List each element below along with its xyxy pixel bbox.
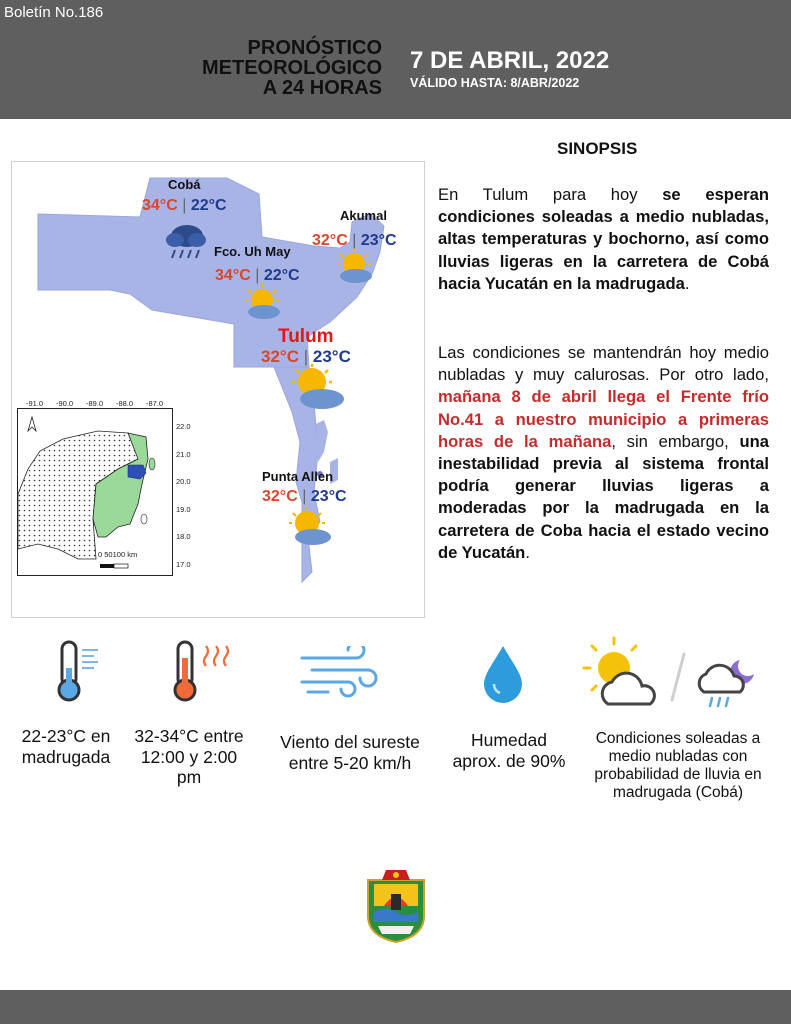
temp-low: 22°C xyxy=(263,267,300,284)
temp-low: 22°C xyxy=(190,197,227,214)
header-bar xyxy=(0,0,791,119)
humidity-caption: Humedad aprox. de 90% xyxy=(452,730,566,771)
location-name: Akumal xyxy=(340,208,387,223)
lon-tick: -89.0 xyxy=(86,399,104,408)
conditions-caption: Condiciones soleadas a medio nubladas con probabilidad de lluvia en madrugada (Cobá) xyxy=(594,730,762,801)
title-line: A 24 HORAS xyxy=(262,77,382,99)
location-name: Tulum xyxy=(278,326,334,347)
temp-separator: | xyxy=(302,488,307,505)
temp-low: 23°C xyxy=(310,488,347,505)
temp-separator: | xyxy=(303,347,309,366)
temp-high: 32°C xyxy=(261,347,299,366)
location-punta-allen xyxy=(262,469,333,484)
lat-tick: 22.0 xyxy=(176,422,191,431)
footer-bar xyxy=(0,990,791,1024)
sun-cloud-icon xyxy=(289,507,331,545)
wind-icon xyxy=(298,646,382,700)
sinopsis-paragraph-1 xyxy=(438,184,769,295)
temp-high: 32°C xyxy=(262,488,298,505)
location-coba xyxy=(168,177,201,192)
lon-tick: -90.0 xyxy=(56,399,74,408)
location-tulum xyxy=(278,326,334,348)
temp-low: 23°C xyxy=(360,232,397,249)
lon-tick: -91.0 xyxy=(26,399,44,408)
lat-tick: 17.0 xyxy=(176,560,191,569)
text-segment-red: mañana 8 de abril llega el Frente frío No.41 a nuestro municipio a primeras horas de la mañana xyxy=(438,387,769,451)
cold-thermometer-icon xyxy=(50,640,106,704)
location-coba-temps xyxy=(142,197,227,215)
temp-high: 34°C xyxy=(215,267,251,284)
text-segment-bold: se esperan condiciones soleadas a medio nubladas, altas temperaturas y bochorno, así como lluvias ligeras en la carretera de Cobá hacia Yucatán en la madrugada xyxy=(438,185,769,293)
sun-cloud-night-rain-icon xyxy=(580,632,770,714)
text-segment-bold: una inestabilidad previa al sistema frontal podría generar lluvias ligeras a moderadas por la madrugada en la carretera de Coba hacia el estado vecino de Yucatán xyxy=(438,431,769,562)
valid-until: VÁLIDO HASTA: 8/ABR/2022 xyxy=(410,76,580,90)
wind-caption: Viento del sureste entre 5-20 km/h xyxy=(280,732,420,773)
night-temperature-caption: 22-23°C en madrugada xyxy=(21,726,111,767)
forecast-date: 7 DE ABRIL, 2022 xyxy=(410,47,610,74)
municipal-emblem-logo xyxy=(364,866,428,944)
scale-label: 0 50100 km xyxy=(98,550,138,559)
location-akumal xyxy=(340,208,387,223)
text-segment: , sin embargo, xyxy=(611,431,740,451)
lat-tick: 20.0 xyxy=(176,477,191,486)
day-temperature-caption: 32-34°C entre 12:00 y 2:00 pm xyxy=(134,726,244,787)
location-akumal-temps xyxy=(312,232,397,250)
text-segment: . xyxy=(684,273,690,293)
location-name: Cobá xyxy=(168,177,201,192)
title-line: METEOROLÓGICO xyxy=(202,57,382,79)
locator-inset-map xyxy=(17,408,173,576)
bulletin-number: Boletín No.186 xyxy=(4,4,104,21)
temp-separator: | xyxy=(182,197,187,214)
title-line: PRONÓSTICO xyxy=(247,37,382,59)
sinopsis-title: SINOPSIS xyxy=(557,139,638,158)
water-drop-icon xyxy=(482,644,524,704)
hot-thermometer-icon xyxy=(170,640,240,704)
location-punta-allen-temps xyxy=(262,488,347,506)
location-name: Fco. Uh May xyxy=(214,244,291,259)
lat-tick: 19.0 xyxy=(176,505,191,514)
temp-high: 32°C xyxy=(312,232,348,249)
sinopsis-paragraph-2 xyxy=(438,342,769,564)
lat-tick: 18.0 xyxy=(176,532,191,541)
forecast-title xyxy=(150,38,382,98)
lon-tick: -88.0 xyxy=(116,399,134,408)
temp-separator: | xyxy=(352,232,357,249)
location-uh-may-temps xyxy=(215,267,300,285)
location-uh-may xyxy=(214,244,291,259)
location-tulum-temps xyxy=(261,347,351,367)
lon-tick: -87.0 xyxy=(146,399,164,408)
temp-separator: | xyxy=(255,267,260,284)
temp-high: 34°C xyxy=(142,197,178,214)
location-name: Punta Allen xyxy=(262,469,334,484)
north-arrow-icon xyxy=(28,417,36,431)
text-segment: Las condiciones se mantendrán hoy medio nubladas y muy calurosas. Por otro lado, xyxy=(438,343,769,385)
lat-tick: 21.0 xyxy=(176,450,191,459)
temp-low: 23°C xyxy=(312,347,351,366)
text-segment: . xyxy=(525,542,530,562)
text-segment: En Tulum para hoy xyxy=(438,185,663,204)
